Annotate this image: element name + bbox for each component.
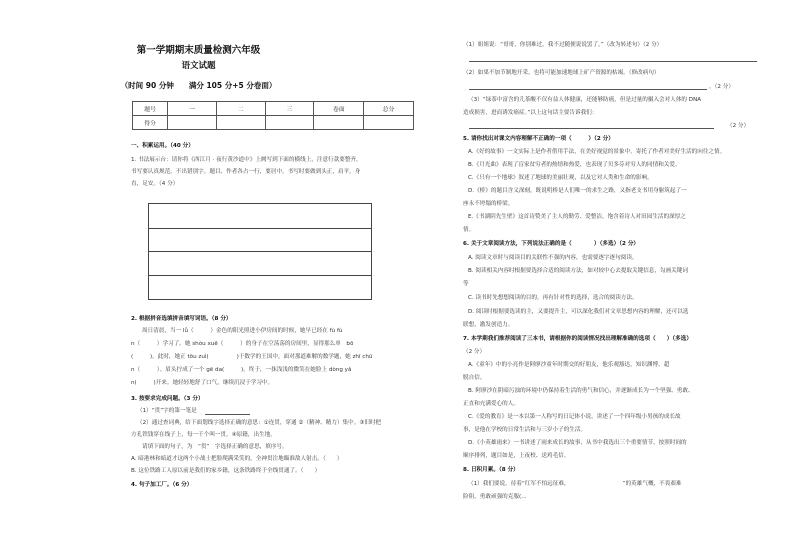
- q5-heading: 5. 请你找出对课文内容理解不正确的一项（ ）（2 分）: [463, 136, 614, 142]
- q6-option: A. 阅读文章时与阅读目的关联性不强的内容，也需要逐字逐句阅读。: [468, 255, 638, 261]
- q6-option: C. 读书时先想想阅读的目的，再有针对性的选择，选合的阅读方法。: [468, 295, 638, 301]
- r2-score: 。（2 分）: [709, 84, 734, 90]
- writing-line: [149, 251, 371, 252]
- answer-blank[interactable]: [205, 414, 250, 415]
- q8-line: 险阻，勇敢顽强的克服(…: [463, 494, 527, 500]
- score-cell: [265, 116, 314, 130]
- score-header-cell: 总分: [364, 102, 414, 116]
- q1-line: 直，足安。（4 分）: [131, 181, 179, 187]
- q6-option: D. 阅读时根据要选读的主，又要提升主，可以深化我们对文章思想内容的理解，还可以选: [468, 309, 689, 315]
- q3-line: B. 这位铁路工人原以前是我们的家乡籍，这条铁路终于全线贯通了。（ ）: [131, 468, 321, 474]
- q5-option: A.《好的故事》一文实际上是作者借用手法，在美好视觉的景象中，寄托了作者对美好生活的向往之情。: [468, 149, 726, 155]
- q5-option: D.《桥》的题目含义深刻，既说明桥是人们唯一的求生之路，又指老支书用身躯筑起了一: [468, 188, 687, 194]
- q7-option: A.《童年》中的小亮作是阿廖沙童年时期交的好朋友，他乐观豁达，知识渊博，超: [468, 362, 670, 368]
- score-cell: [168, 116, 217, 130]
- score-cell: [314, 116, 364, 130]
- q5-option: 座永不垮塌的桥梁。: [463, 201, 514, 207]
- q7-option: 顺序排列，题目如是，上夜校、送鸡毛信。: [463, 453, 570, 459]
- answer-line[interactable]: [469, 128, 714, 129]
- answer-line[interactable]: [469, 89, 707, 90]
- q3-line: （1）“贯”字的第一笔是: [137, 408, 197, 414]
- score-header-cell: 题号: [133, 102, 168, 116]
- q3-heading: 3. 按要求完成问题。（3 分）: [131, 396, 204, 402]
- q6-option: 等: [463, 281, 469, 287]
- r3-line: 造成损害，进而诱发癌症。”以上这句话主要告诉我们：: [463, 110, 598, 116]
- q5-option: 情。: [463, 227, 475, 233]
- q7-option: D.《小英雄雨来》一书讲述了雨来成长的故事，从书中我选出三个重要情节，按照时间的: [468, 440, 687, 446]
- q7-heading: 7. 本学期我们推荐阅读了三本书，请根据你的阅读情况找出理解准确的选项（ ）（多选）: [463, 336, 692, 342]
- writing-line: [149, 228, 371, 229]
- q2-heading: 2. 根据拼音选填拼音填写词语。（8 分）: [131, 316, 232, 322]
- q2-line: ( )。此时，她正 tōu zuì( )于数学的王国中，面对那道难解的数学题，她 zhī chū: [131, 354, 373, 360]
- exam-title: 第一学期期末质量检测六年级: [136, 45, 261, 56]
- exam-subject: 语文试题: [181, 61, 216, 71]
- q2-line: n( )开来。她轻轻地舒了口气，继续沉浸于学习中。: [131, 380, 274, 386]
- q7-option: 正直和充满爱心的人。: [463, 401, 519, 407]
- q1-line: 书写要认真规范，不出错别字。题目、作者各占一行，要居中。书写时要做到头正，肩平，身: [131, 169, 361, 175]
- q6-heading: 6. 关于文章阅读方法，下列说法正确的是（ ）（多选）（2 分）: [463, 241, 640, 247]
- q3-line: A. 暗港林和暗道才这两个小战士把脸爬满采笑的，全神贯注地瞄准敌人射击。（ ）: [131, 456, 343, 462]
- q5-option: B.《月光曲》表现了盲家贫穷者的热情和热爱，也表现了贝多芬对穷人的同情和关爱。: [468, 162, 681, 168]
- q3-line: 方孔铁钱穿在线子上，每一千个叫一贯。④原籍，出生地。: [131, 432, 276, 438]
- q2-line: n（ ）。眉头拧成了一个 gē da( )，终于，一抹浅浅的微笑在她脸上 dòng yǎ: [131, 367, 352, 373]
- exam-time-info: （时间 90 分钟 满分 105 分+5 分卷面）: [120, 81, 277, 90]
- q7-option: B. 阿廖沙在阴暗污浊的环境中仍保持着生活的勇气和信心，并逐渐成长为一个坚强、勇敢、: [468, 388, 694, 394]
- right-page: [397, 0, 794, 548]
- q7-line: （2 分）: [463, 349, 486, 355]
- q1-line: 1. 书法展示台：请你将《西江月 · 夜行黄沙道中》上阙写到下面的横线上，注意行款要整齐，: [131, 157, 362, 163]
- q4-heading: 4. 句子加工厂。（6 分）: [131, 482, 193, 488]
- score-row-label: 得分: [133, 116, 168, 130]
- q3-line: （2）通过查词典，给下面划线字选择正确的意思：①连贯，穿通 ②（精神、精力）集中。③旧时把: [137, 420, 382, 426]
- r3-line: （3）“绿茶中富含的儿茶酸不仅有益人体健康，还能够防癌，但是过量的摄入会对人体的 DNA: [468, 97, 702, 103]
- q7-option: 事，是他在学校的日常生活和与三岁小子的生活。: [463, 427, 587, 433]
- score-header-cell: 一: [168, 102, 217, 116]
- q8-line: （1）我们要说，待着“红军不怕远征难， ”的英雄气概，不畏艰难: [468, 481, 682, 487]
- section-1-heading: 一、积累运用。（40 分）: [131, 143, 194, 149]
- writing-line: [149, 275, 371, 276]
- q8-heading: 8. 日积月累。（8 分）: [463, 467, 519, 473]
- answer-line[interactable]: [469, 61, 757, 62]
- score-header-cell: 三: [265, 102, 314, 116]
- score-header-cell: 二: [216, 102, 265, 116]
- r1-line: （1）姐姐说：“哥哥，你别难过，我不过随便说说罢了。”（改为转述句）（2 分）: [463, 42, 663, 48]
- q6-option: B. 阅读相关内容时根据要选择合适的阅读方法，如对较中心去提取关键信息，勾画关键词: [468, 268, 688, 274]
- q7-option: 脱自信。: [463, 375, 486, 381]
- q2-line: n（ ）学习了。她 shòu xuē（ ）的身子在空荡荡的房间里，显得那么单 bō: [131, 341, 354, 347]
- q5-option: C.《只有一个地球》叙述了地球的美丽壮观，以及它对人类和生命的影响。: [468, 175, 653, 181]
- writing-box[interactable]: [148, 203, 372, 300]
- q3-line: 请填下面的句子，为 “贯” 字选择正确的意思，填序号。: [142, 444, 288, 450]
- q7-option: C.《爱的教育》是一本以第一人称写的日记体小说，讲述了一个四年级小男孩的成长故: [468, 414, 681, 420]
- score-table-score-row: [133, 116, 414, 130]
- score-table: [132, 101, 414, 130]
- q6-option: 联想，激发创造力。: [463, 322, 514, 328]
- score-header-cell: 卷面: [314, 102, 364, 116]
- score-table-header-row: [133, 102, 414, 116]
- score-cell: [216, 116, 265, 130]
- q2-line: 周日清晨，当一 lǚ（ ）金色的阳光照进小伊房间的时候，她早已经在 fù fù: [142, 328, 343, 334]
- r2-line: （2）如果不加节制地开采，也将可能加速地球上矿产资源的枯竭。（修改病句）: [463, 70, 660, 76]
- q5-option: E.《书湖阴先生壁》这首诗赞美了主人的勤劳、爱整洁，饱含着诗人对田园生活的深厚之: [468, 214, 686, 220]
- r3-score: （2 分）: [727, 123, 750, 129]
